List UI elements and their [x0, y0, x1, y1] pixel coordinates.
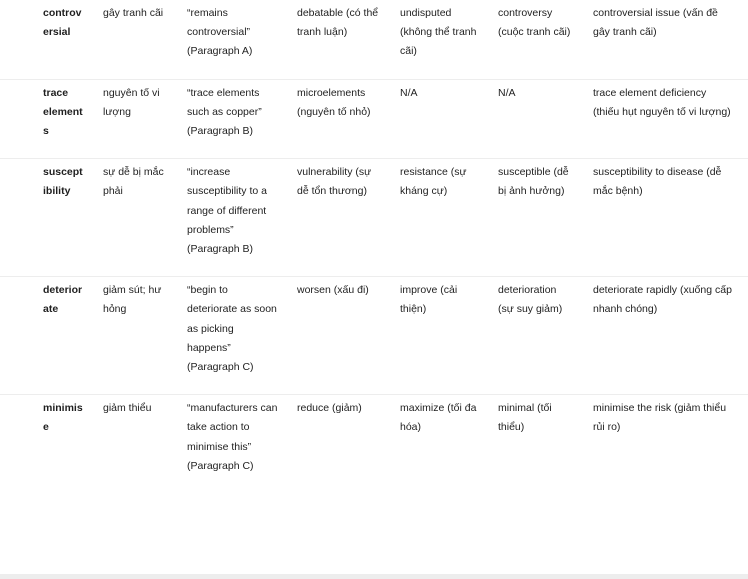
example-cell: “begin to deteriorate as soon as picking happens” (Paragraph C)	[185, 277, 295, 395]
table-row	[0, 79, 748, 159]
synonym-cell: worsen (xấu đi)	[295, 277, 398, 395]
example-cell: “manufacturers can take action to minimise this” (Paragraph C)	[187, 402, 278, 472]
antonym-cell: resistance (sự kháng cự)	[398, 159, 496, 277]
table-row	[0, 395, 748, 493]
table-row	[0, 277, 748, 395]
word-cell: deteriorate	[0, 277, 101, 395]
meaning-cell: nguyên tố vi lượng	[101, 79, 185, 159]
word-family-cell: minimal (tối thiểu)	[498, 402, 552, 434]
collocation-cell: controversial issue (vấn đề gây tranh cãi)	[591, 0, 748, 79]
table-row	[0, 0, 748, 79]
meaning-cell: gây tranh cãi	[101, 0, 185, 79]
synonym-cell: microelements (nguyên tố nhỏ)	[295, 79, 398, 159]
word-family-cell: susceptible (dễ bị ảnh hưởng)	[496, 159, 591, 277]
collocation-cell: susceptibility to disease (dễ mắc bệnh)	[591, 159, 748, 277]
word-cell: susceptibility	[0, 159, 101, 277]
synonym-cell: vulnerability (sự dễ tổn thương)	[295, 159, 398, 277]
horizontal-scrollbar[interactable]	[0, 574, 748, 579]
example-cell: “increase susceptibility to a range of different problems” (Paragraph B)	[185, 159, 295, 277]
word-cell: minimise	[43, 402, 83, 434]
synonym-cell: reduce (giảm)	[297, 402, 362, 415]
word-cell: trace elements	[0, 79, 101, 159]
collocation-cell: trace element deficiency (thiếu hụt nguyên tố vi lượng)	[591, 79, 748, 159]
meaning-cell: giảm thiểu	[103, 402, 152, 415]
example-cell: “remains controversial” (Paragraph A)	[185, 0, 295, 79]
collocation-cell: minimise the risk (giảm thiểu rủi ro)	[593, 402, 727, 434]
table-row	[0, 159, 748, 277]
antonym-cell: undisputed (không thể tranh cãi)	[398, 0, 496, 79]
meaning-cell: giảm sút; hư hỏng	[101, 277, 185, 395]
example-cell: “trace elements such as copper” (Paragraph B)	[185, 79, 295, 159]
antonym-cell: maximize (tối đa hóa)	[400, 402, 477, 434]
collocation-cell: deteriorate rapidly (xuống cấp nhanh chóng)	[591, 277, 748, 395]
antonym-cell: N/A	[398, 79, 496, 159]
word-family-cell: deterioration (sự suy giảm)	[496, 277, 591, 395]
meaning-cell: sự dễ bị mắc phải	[101, 159, 185, 277]
word-family-cell: N/A	[496, 79, 591, 159]
word-family-cell: controversy (cuộc tranh cãi)	[496, 0, 591, 79]
antonym-cell: improve (cải thiện)	[398, 277, 496, 395]
word-cell: controversial	[0, 0, 101, 79]
synonym-cell: debatable (có thể tranh luận)	[295, 0, 398, 79]
